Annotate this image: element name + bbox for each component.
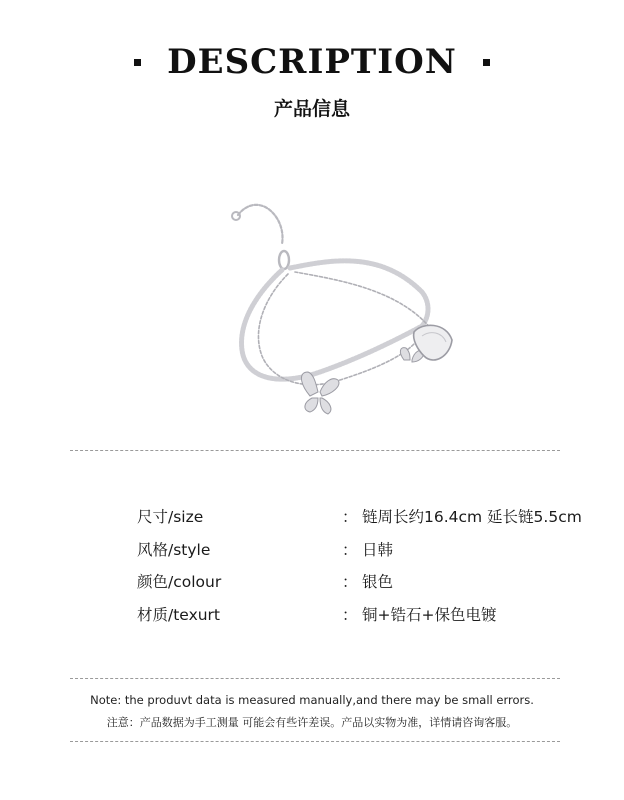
spec-label: 尺寸/size xyxy=(137,508,204,526)
spec-value: 铜+锆石+保色电镀 xyxy=(362,606,497,624)
page-subtitle: 产品信息 xyxy=(273,98,350,120)
note-top-divider xyxy=(70,678,560,679)
spec-label: 风格/style xyxy=(137,541,211,559)
spec-value: 日韩 xyxy=(362,541,394,559)
title-left-bullet xyxy=(134,59,141,66)
spec-separator: ： xyxy=(342,541,358,559)
spec-row-texture xyxy=(0,603,624,629)
spec-row-colour xyxy=(0,570,624,596)
page-title: DESCRIPTION xyxy=(167,42,457,82)
title-row xyxy=(0,38,624,86)
spec-row-style xyxy=(0,538,624,564)
spec-row-size xyxy=(0,505,624,531)
note-chinese: 注意：产品数据为手工测量 可能会有些许差误。产品以实物为准，详情请咨询客服。 xyxy=(106,716,518,729)
spec-separator: ： xyxy=(342,606,358,624)
bracelet-image xyxy=(200,180,460,430)
spec-label: 材质/texurt xyxy=(137,606,221,624)
upper-dashed-divider xyxy=(70,450,560,451)
spec-separator: ： xyxy=(342,573,358,591)
note-bottom-divider xyxy=(70,741,560,742)
spec-value: 银色 xyxy=(362,573,394,591)
spec-value: 链周长约16.4cm 延长链5.5cm xyxy=(362,508,582,526)
spec-label: 颜色/colour xyxy=(137,573,222,591)
note-english: Note: the produvt data is measured manually,and there may be small errors. xyxy=(90,693,534,707)
title-right-bullet xyxy=(483,59,490,66)
spec-separator: ： xyxy=(342,508,358,526)
